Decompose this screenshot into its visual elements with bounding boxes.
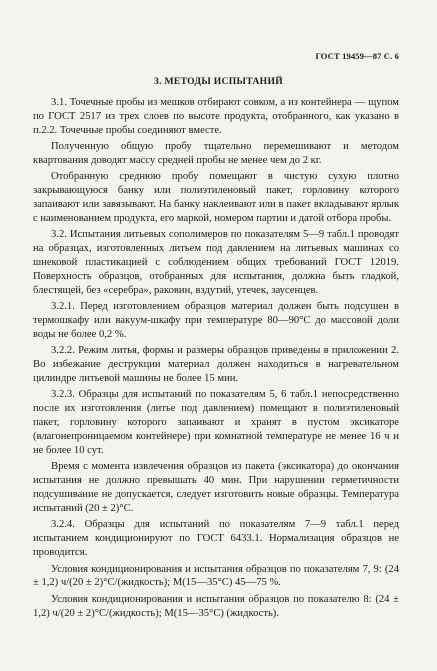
paragraph-conditions-8: Условия кондиционирования и испытания образцов по показателю 8: (24 ± 1,2) ч/(20 ± 2)°С/(жидкость); М(15—35°С) (жидкость). bbox=[33, 593, 399, 619]
paragraph-3-2-4: 3.2.4. Образцы для испытаний по показателям 7—9 табл.1 перед испытанием кондиционируют по ГОСТ 6433.1. Нормализация образцов не проводится. bbox=[33, 519, 399, 559]
paragraph-3-2: 3.2. Испытания литьевых сополимеров по показателям 5—9 табл.1 проводят на образцах, изготовленных литьем под давлением на литьевых машинах со шнековой пластикацией с соблюдением общих требований ГОСТ 12019. Поверхность образцов, отобранных для испытания, должна быть гладкой, блестящей, без «серебра», раковин, вздутий, утечек, заусенцев. bbox=[33, 229, 399, 296]
paragraph-sample-packing: Отобранную среднюю пробу помещают в чистую сухую плотно закрывающуюся банку или полиэтиленовый пакет, горловину которого запаивают или завязывают. На банку наклеивают или в пакет вкладывают ярлык с наименованием продукта, его маркой, номером партии и датой отбора пробы. bbox=[33, 171, 399, 225]
paragraph-3-1: 3.1. Точечные пробы из мешков отбирают совком, а из контейнера — щупом по ГОСТ 2517 из трех слоев по высоте продукта, отобранного, как указано в п.2.2. Точечные пробы соединяют вместе. bbox=[33, 97, 399, 136]
paragraph-test-time: Время с момента извлечения образцов из пакета (эксикатора) до окончания испытания не должно превышать 40 мин. При нарушении герметичности подсушивание не допускается, следует изготовить новые образцы. Температура испытаний (20 ± 2)°С. bbox=[33, 461, 399, 515]
paragraph-3-2-2: 3.2.2. Режим литья, формы и размеры образцов приведены в приложении 2. Во избежание деструкции материал должен находиться в нагревательном цилиндре литьевой машины не более 15 мин. bbox=[33, 345, 399, 385]
paragraph-3-2-3: 3.2.3. Образцы для испытаний по показателям 5, 6 табл.1 непосредственно после их изготовления (литье под давлением) помещают в полиэтиленовый пакет, горловину которого запаивают и хранят в пустом эксикаторе (влагонепроницаемом контейнере) при комнатной температуре не менее 16 ч и не более 10 сут. bbox=[33, 389, 399, 457]
running-head: ГОСТ 19459—87 С. 6 bbox=[315, 51, 399, 61]
section-title: 3. МЕТОДЫ ИСПЫТАНИЙ bbox=[154, 76, 283, 87]
paragraph-sample-mixing: Полученную общую пробу тщательно перемешивают и методом квартования доводят массу средней пробы не менее чем до 2 кг. bbox=[33, 141, 399, 167]
paragraph-conditions-7-9: Условия кондиционирования и испытания образцов по показателям 7, 9: (24 ± 1,2) ч/(20 ± 2)°С/(жидкость); М(15—35°С) 45—75 %. bbox=[33, 563, 399, 589]
body-text bbox=[33, 96, 399, 623]
paragraph-3-2-1: 3.2.1. Перед изготовлением образцов материал должен быть подсушен в термошкафу или вакуум-шкафу при температуре 80—90°С до массовой доли воды не более 0,2 %. bbox=[33, 301, 399, 341]
